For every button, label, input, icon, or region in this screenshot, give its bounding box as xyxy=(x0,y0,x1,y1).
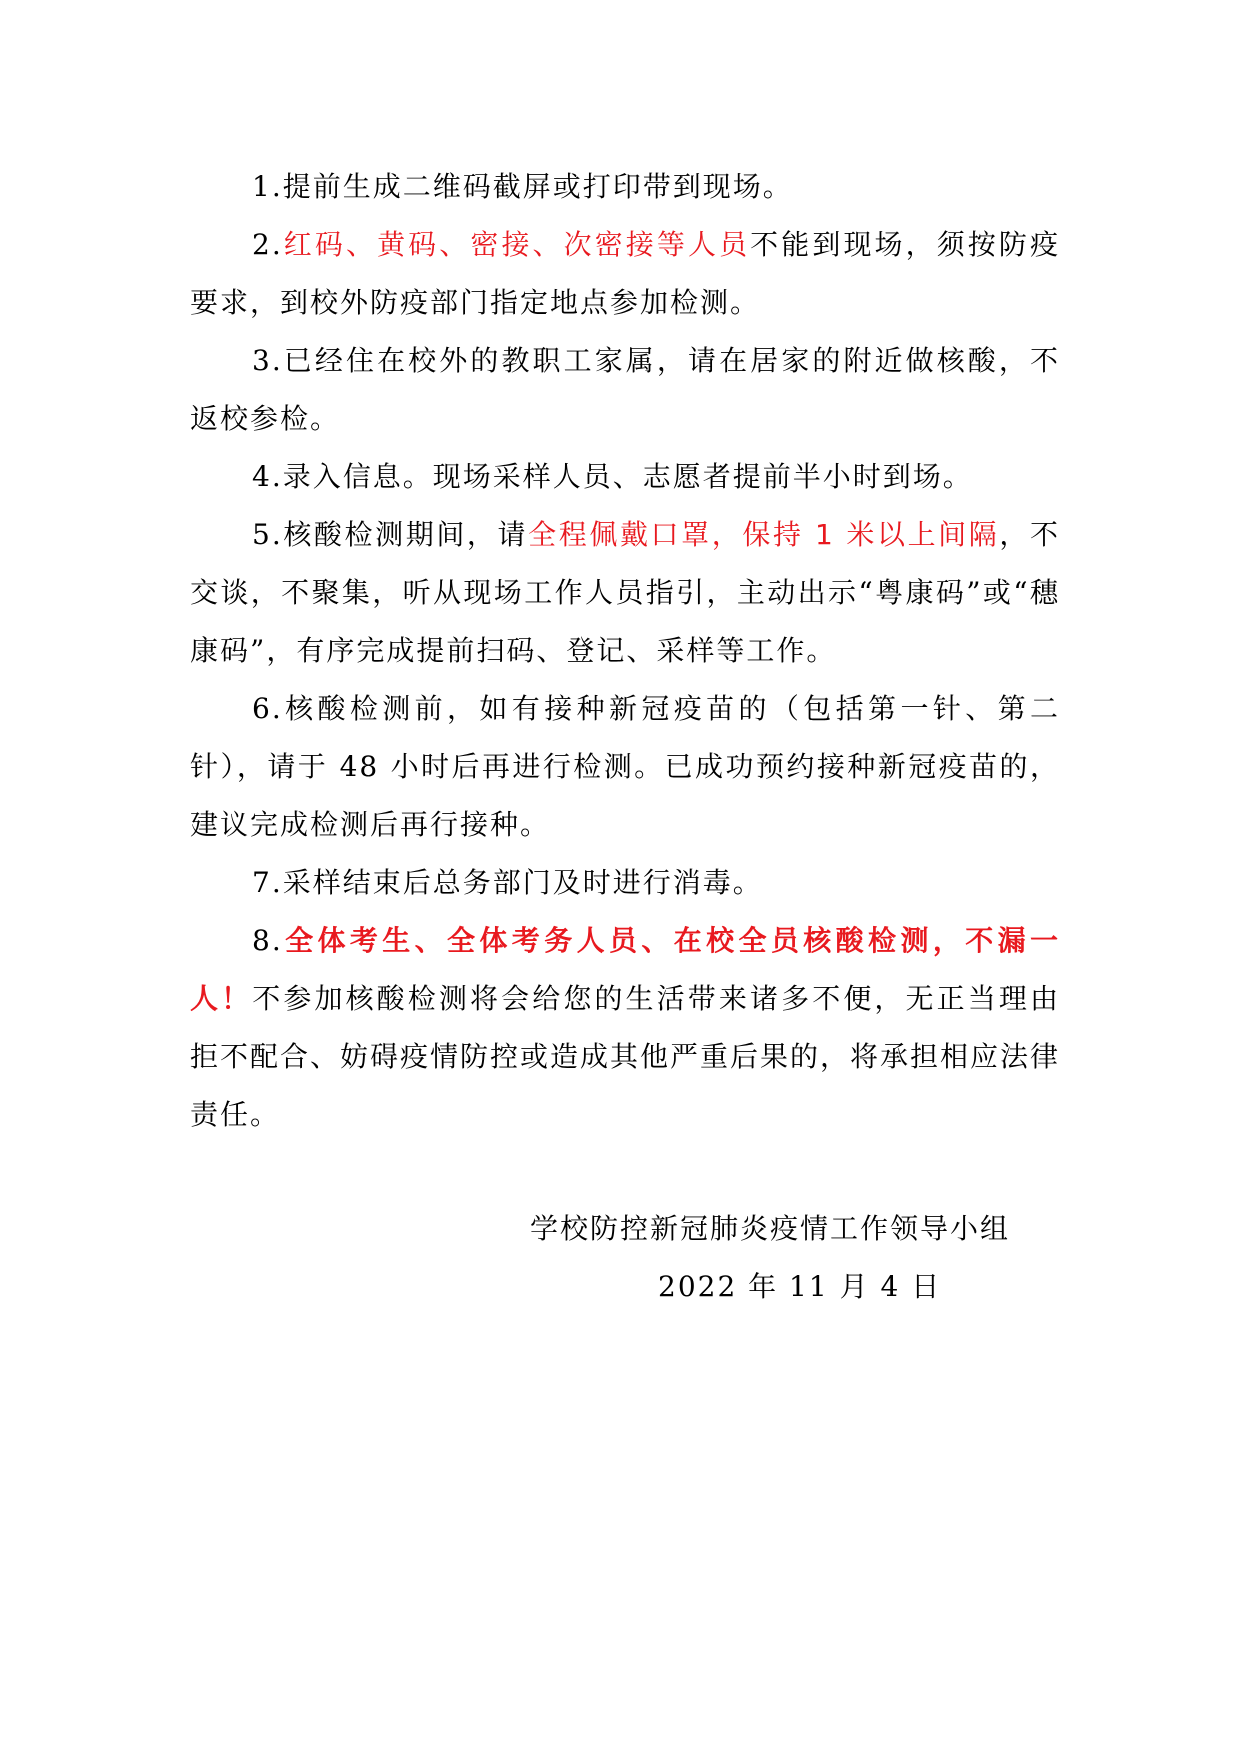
notice-item-1 xyxy=(190,158,1060,216)
item-text: 不能到现场，须按防疫要求，到校外防疫部门指定地点参加检测。 xyxy=(190,228,1060,319)
item-text: 采样结束后总务部门及时进行消毒。 xyxy=(282,866,763,899)
item-text: 提前生成二维码截屏或打印带到现场。 xyxy=(282,170,793,203)
notice-body xyxy=(190,158,1060,1144)
item-text-after: ，不交谈，不聚集，听从现场工作人员指引，主动出示“粤康码”或“穗康码”，有序完成提前扫码、登记、采样等工作。 xyxy=(190,518,1060,667)
notice-item-2 xyxy=(190,216,1060,332)
item-text: 录入信息。现场采样人员、志愿者提前半小时到场。 xyxy=(282,460,973,493)
notice-item-4 xyxy=(190,448,1060,506)
notice-item-3 xyxy=(190,332,1060,448)
notice-item-7 xyxy=(190,854,1060,912)
signature-org: 学校防控新冠肺炎疫情工作领导小组 xyxy=(530,1212,1011,1245)
item-text: 核酸检测前，如有接种新冠疫苗的（包括第一针、第二针），请于 48 小时后再进行检测。已成功预约接种新冠疫苗的，建议完成检测后再行接种。 xyxy=(190,692,1060,841)
item-number: 2. xyxy=(252,228,283,261)
notice-item-8 xyxy=(190,912,1060,1144)
notice-item-6 xyxy=(190,680,1060,854)
item-text: 已经住在校外的教职工家属，请在居家的附近做核酸，不返校参检。 xyxy=(190,344,1060,435)
item-number: 6. xyxy=(252,692,283,725)
item-number: 7. xyxy=(252,866,283,899)
item-highlight: 全体考生、全体考务人员、在校全员核酸检测，不漏一人！ xyxy=(190,924,1060,1015)
item-number: 1. xyxy=(252,170,283,203)
notice-item-5 xyxy=(190,506,1060,680)
item-highlight: 全程佩戴口罩，保持 1 米以上间隔 xyxy=(528,518,1000,551)
signature-block xyxy=(530,1200,1070,1316)
item-text-before: 核酸检测期间，请 xyxy=(282,518,529,551)
item-number: 5. xyxy=(252,518,283,551)
signature-date: 2022 年 11 月 4 日 xyxy=(658,1270,942,1303)
item-number: 4. xyxy=(252,460,283,493)
item-highlight: 红码、黄码、密接、次密接等人员 xyxy=(282,228,751,261)
item-number: 3. xyxy=(252,344,283,377)
item-text: 不参加核酸检测将会给您的生活带来诸多不便，无正当理由拒不配合、妨碍疫情防控或造成其他严重后果的，将承担相应法律责任。 xyxy=(190,982,1061,1131)
item-number: 8. xyxy=(252,924,283,957)
